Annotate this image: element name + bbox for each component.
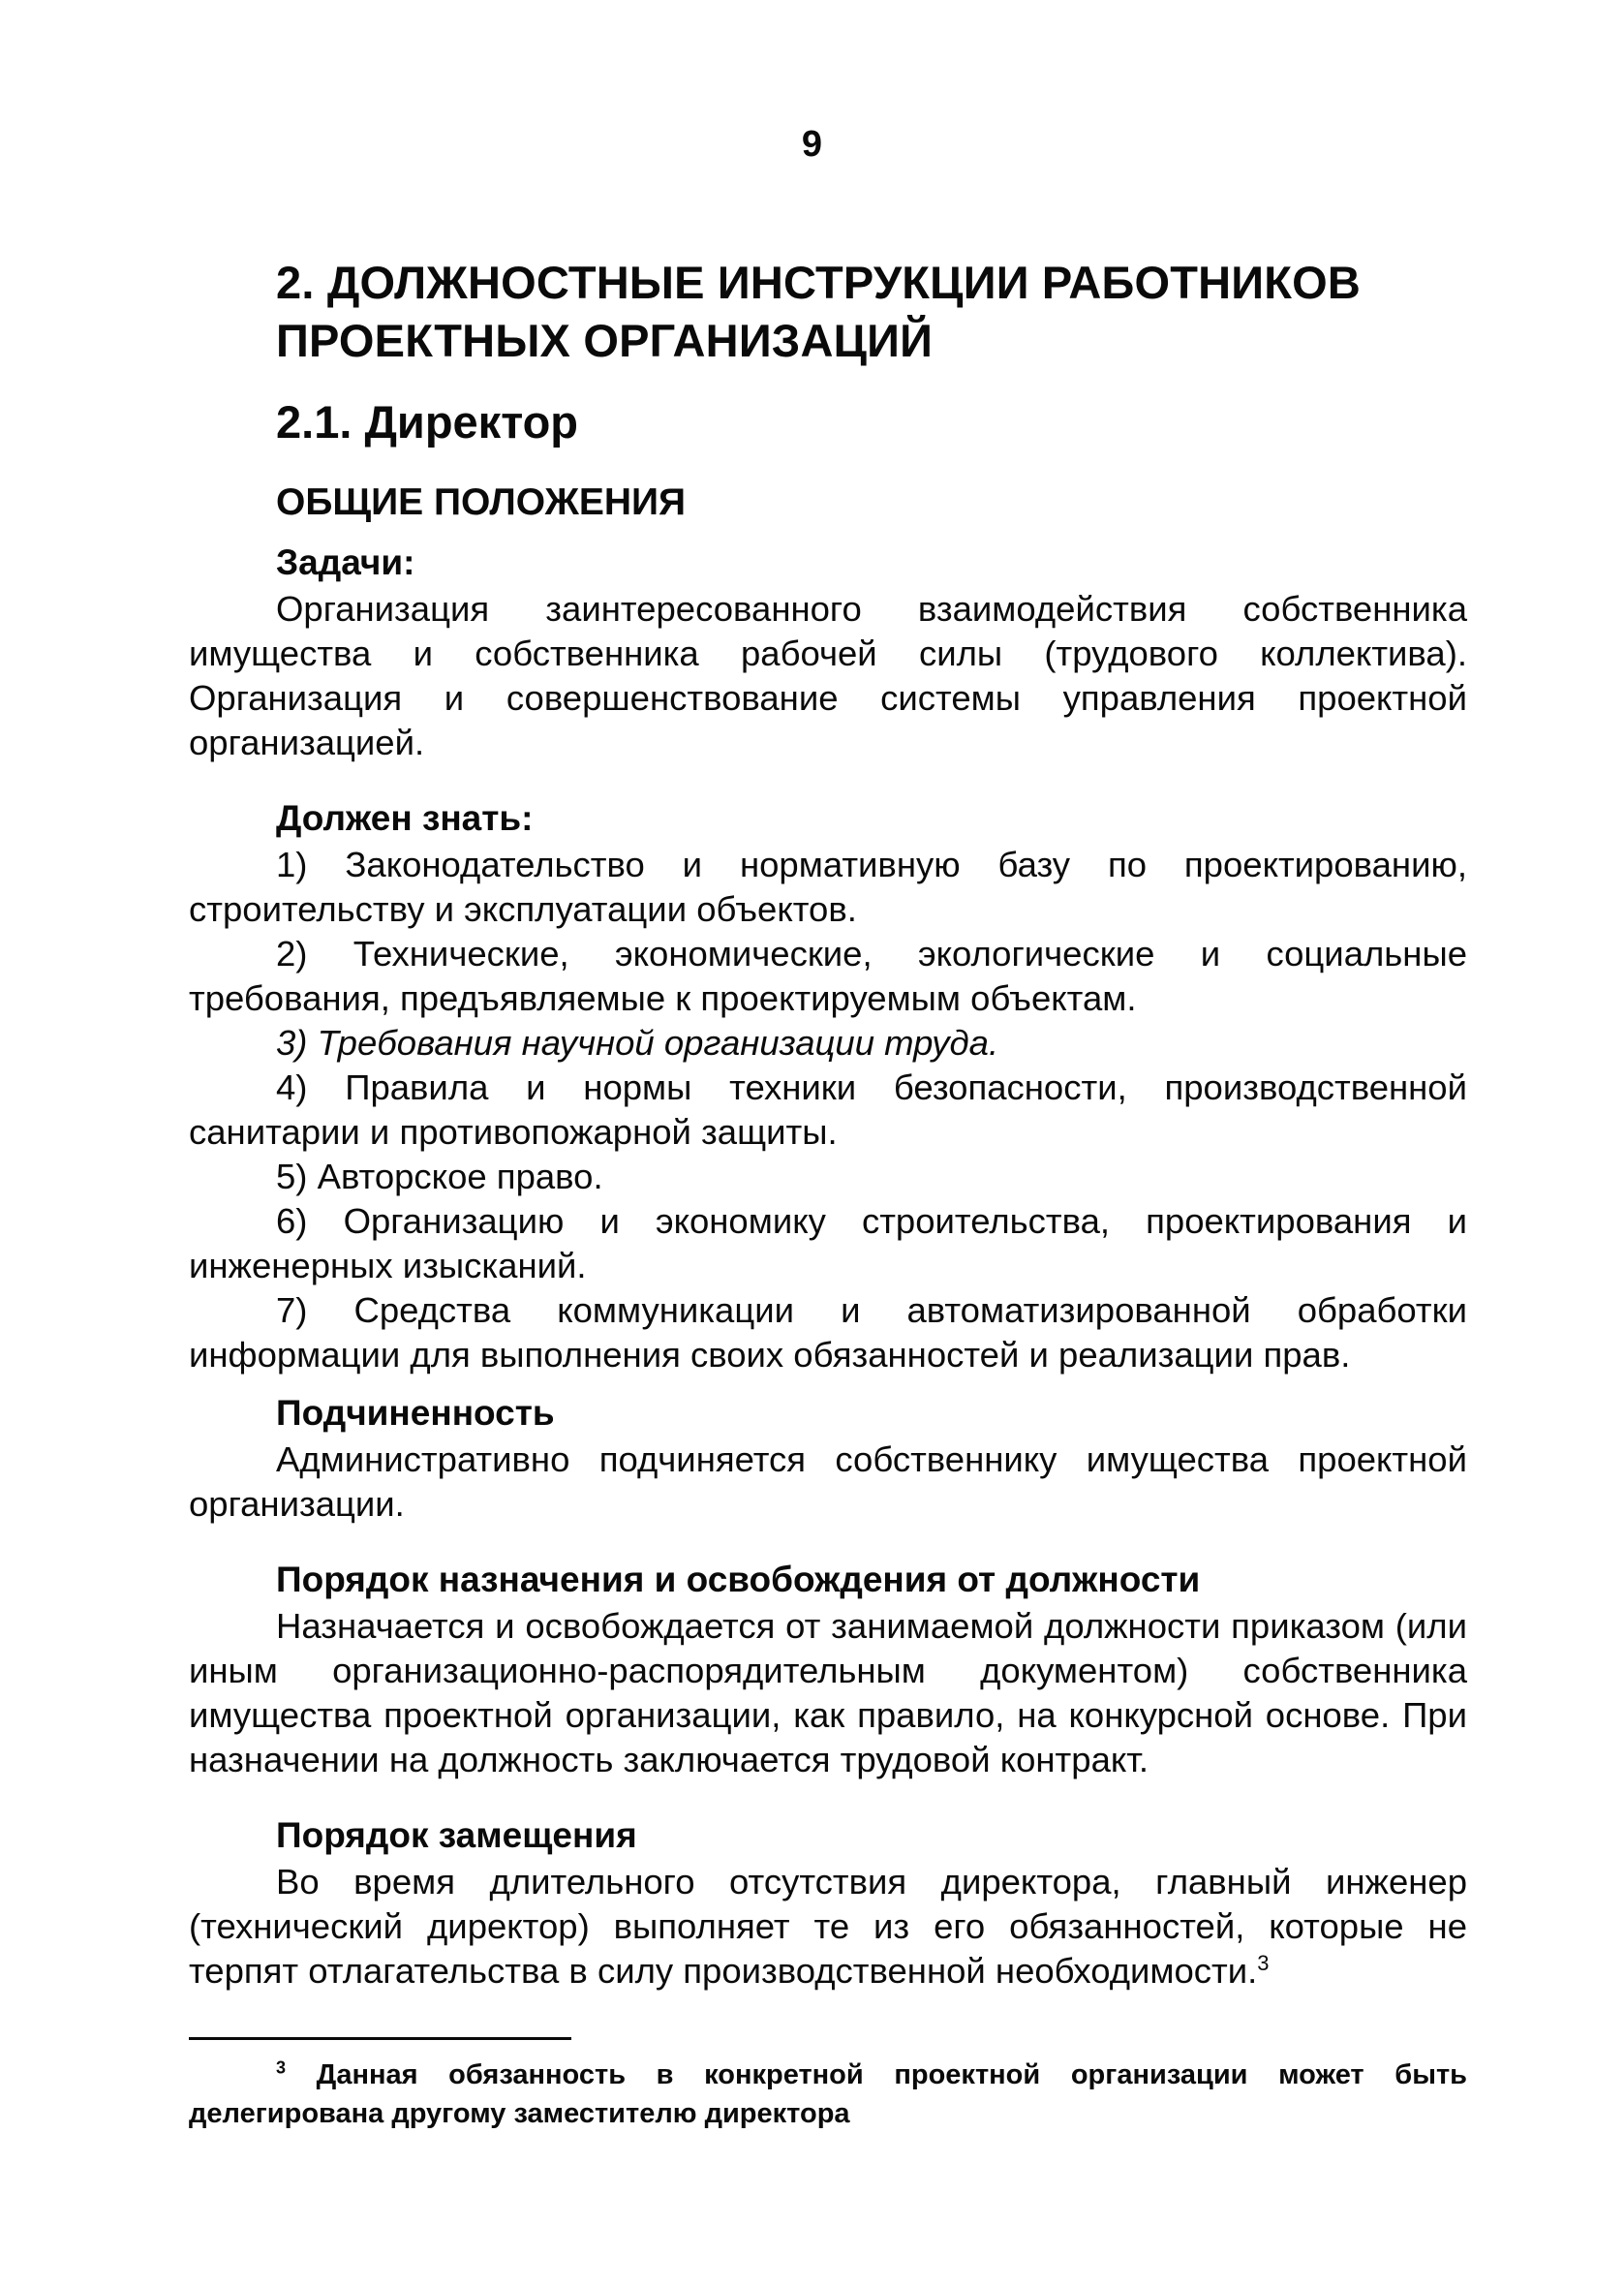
tasks-text: Организация заинтересованного взаимодействия собственника имущества и собственника рабочей силы (трудового коллектива). Организация и совершенствование системы управления проектной организацией. xyxy=(189,589,1467,762)
subordination-block xyxy=(189,1391,1467,1527)
subordination-heading: Подчиненность xyxy=(276,1393,555,1433)
page-content xyxy=(189,254,1467,1994)
list-item: 3) Требования научной организации труда. xyxy=(276,1023,999,1063)
footnote-reference: 3 xyxy=(1257,1950,1270,1975)
appointment-text: Назначается и освобождается от занимаемой должности приказом (или иным организационно-распорядительным документом) собственника имущества проектной организации, как правило, на конкурсной основе. При назначении на должность заключается трудовой контракт. xyxy=(189,1606,1467,1779)
list-item: 5) Авторское право. xyxy=(276,1157,603,1196)
subordination-text: Административно подчиняется собственнику имущества проектной организации. xyxy=(189,1439,1467,1524)
list-item: 2) Технические, экономические, экологические и социальные требования, предъявляемые к проектируемым объектам. xyxy=(189,934,1467,1018)
appointment-block xyxy=(189,1558,1467,1782)
section-title: 2.1. Директор xyxy=(276,396,579,448)
tasks-block xyxy=(189,541,1467,765)
list-item: 7) Средства коммуникации и автоматизированной обработки информации для выполнения своих обязанностей и реализации прав. xyxy=(189,1290,1467,1375)
list-item: 1) Законодательство и нормативную базу по проектированию, строительству и эксплуатации объектов. xyxy=(189,845,1467,929)
list-item: 6) Организацию и экономику строительства, проектирования и инженерных изысканий. xyxy=(189,1201,1467,1285)
subsection-title: ОБЩИЕ ПОЛОЖЕНИЯ xyxy=(276,481,687,523)
substitution-heading: Порядок замещения xyxy=(276,1815,637,1855)
page-number: 9 xyxy=(801,124,823,165)
footnote-separator xyxy=(189,2037,571,2040)
footnote-mark: 3 xyxy=(276,2057,287,2078)
substitution-body: Во время длительного отсутствия директора, главный инженер (технический директор) выполняет те из его обязанностей, которые не терпят отлагательства в силу производственной необходимости. xyxy=(189,1862,1467,1991)
must-know-block xyxy=(189,796,1467,1377)
list-item: 4) Правила и нормы техники безопасности, производственной санитарии и противопожарной защиты. xyxy=(189,1067,1467,1152)
appointment-heading: Порядок назначения и освобождения от должности xyxy=(276,1560,1201,1599)
tasks-heading: Задачи: xyxy=(276,542,415,582)
chapter-title: 2. ДОЛЖНОСТНЫЕ ИНСТРУКЦИИ РАБОТНИКОВ ПРОЕКТНЫХ ОРГАНИЗАЦИЙ xyxy=(276,257,1362,366)
footnote xyxy=(189,2056,1467,2133)
must-know-heading: Должен знать: xyxy=(276,798,534,838)
substitution-text xyxy=(189,1860,1467,1994)
footnote-text: Данная обязанность в конкретной проектной организации может быть делегирована другому заместителю директора xyxy=(189,2059,1467,2129)
substitution-block xyxy=(189,1813,1467,1994)
